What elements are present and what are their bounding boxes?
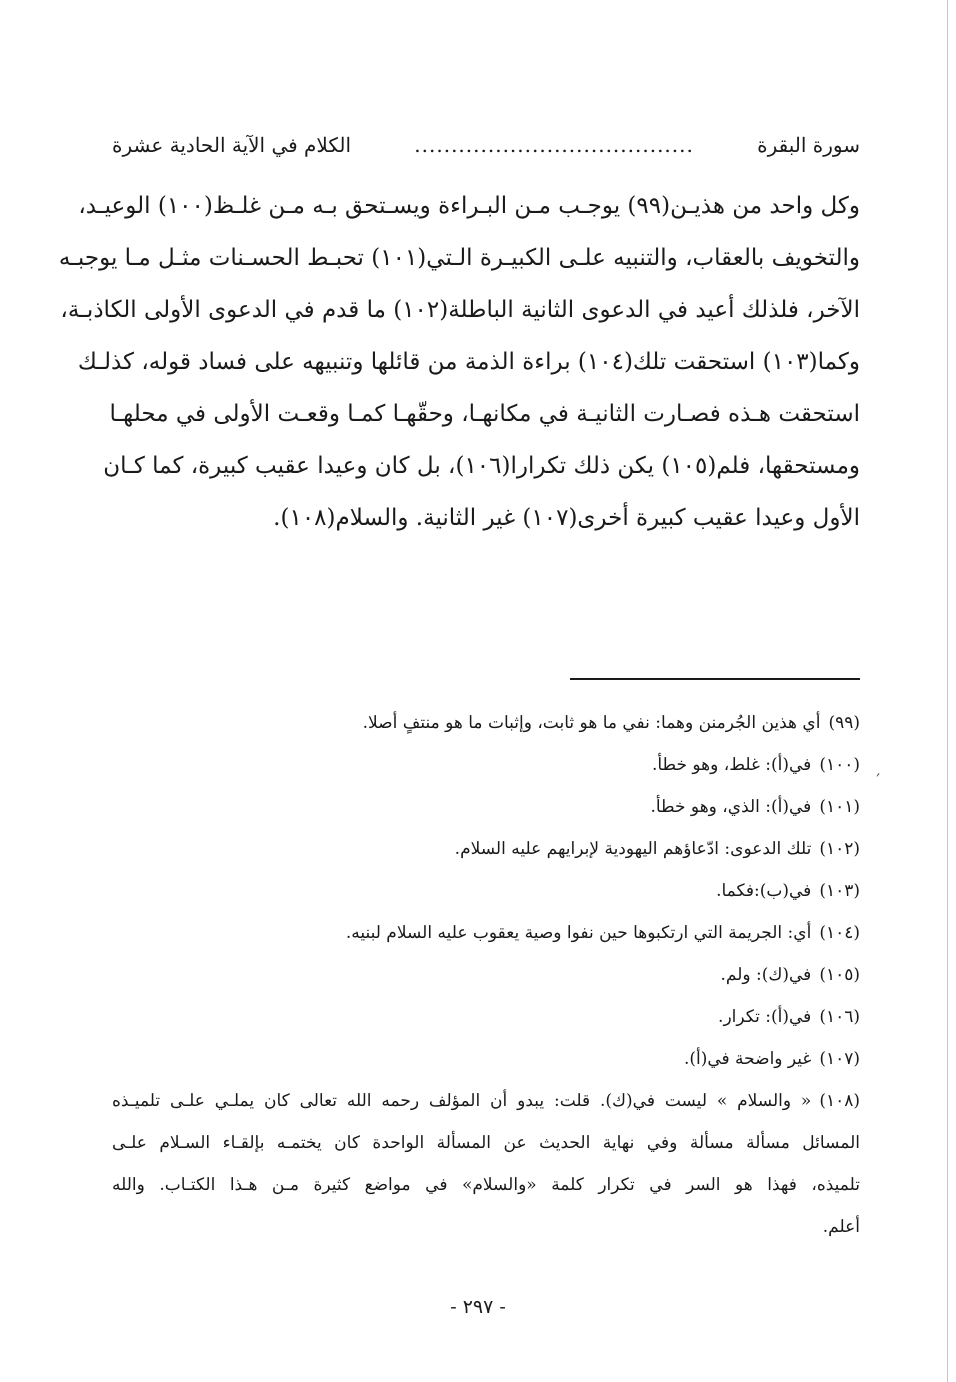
footnote-number: (١٠٢) xyxy=(819,839,860,859)
footnote-text: في(ب):فكما. xyxy=(716,881,812,901)
footnote-100 xyxy=(112,744,860,786)
footnote-separator xyxy=(570,678,860,680)
footnote-102 xyxy=(112,828,860,870)
footnote-number: (٩٩) xyxy=(828,713,860,733)
footnote-text: في(أ): الذي، وهو خطأ. xyxy=(650,797,812,817)
footnote-108-line: أعلم. xyxy=(822,1217,860,1237)
footnote-text: أي: الجريمة التي ارتكبوها حين نفوا وصية يعقوب عليه السلام لبنيه. xyxy=(345,923,812,943)
body-line: الآخر، فلذلك أعيد في الدعوى الثانية الباطلة(١٠٢) ما قدم في الدعوى الأولى الكاذبـة، xyxy=(60,297,860,323)
footnote-text: في(أ): غلط، وهو خطأ. xyxy=(651,755,812,775)
footnote-text: في(أ): تكرار. xyxy=(718,1007,812,1027)
footnote-number: (١٠٠) xyxy=(819,755,860,775)
footnote-101 xyxy=(112,786,860,828)
body-line: استحقت هـذه فصـارت الثانيـة في مكانهـا، وحقّهـا كمـا وقعـت الأولى في محلهـا xyxy=(109,401,860,427)
header-section: الكلام في الآية الحادية عشرة xyxy=(112,133,352,157)
footnote-text: تلك الدعوى: ادّعاؤهم اليهودية لإبرايهم عليه السلام. xyxy=(454,839,812,859)
body-line: والتخويف بالعقاب، والتنبيه علـى الكبيـرة الـتي(١٠١) تحبـط الحسـنات مثـل مـا يوجبـه xyxy=(58,245,860,271)
margin-tick-mark: ′ xyxy=(876,770,880,789)
footnote-number: (١٠٧) xyxy=(819,1049,860,1069)
body-line: ومستحقها، فلم(١٠٥) يكن ذلك تكرارا(١٠٦)، بل كان وعيدا عقيب كبيرة، كما كـان xyxy=(103,453,860,479)
footnote-text: أي هذين الجُرمنن وهما: نفي ما هو ثابت، وإثبات ما هو منتفٍ أصلا. xyxy=(362,713,821,733)
body-line: الأول وعيدا عقيب كبيرة أخرى(١٠٧) غير الثانية. والسلام(١٠٨). xyxy=(273,505,860,531)
footnote-106 xyxy=(112,996,860,1038)
footnote-text: غير واضحة في(أ). xyxy=(683,1049,812,1069)
footnote-number: (١٠٤) xyxy=(819,923,860,943)
footnote-number: (١٠٣) xyxy=(819,881,860,901)
footnote-text: في(ك): ولم. xyxy=(720,965,812,985)
body-line: وكما(١٠٣) استحقت تلك(١٠٤) براءة الذمة من قائلها وتنبيهه على فساد قوله، كذلـك xyxy=(77,349,860,375)
footnote-99 xyxy=(112,702,860,744)
body-line: وكل واحد من هذيـن(٩٩) يوجـب مـن البـراءة ويسـتحق بـه مـن غلـظ(١٠٠) الوعيـد، xyxy=(78,193,860,219)
footnote-108-line: تلميذه، فهذا هو السر في تكرار كلمة «والسلام» في مواضع كثيرة مـن هـذا الكتـاب. والله xyxy=(112,1175,860,1195)
page-number: - ٢٩٧ - xyxy=(450,1296,506,1318)
header-dot-leader: ...................................... xyxy=(414,133,694,157)
footnote-105 xyxy=(112,954,860,996)
header-surah: سورة البقرة xyxy=(757,133,860,157)
footnote-108-line: المسائل مسألة مسألة وفي نهاية الحديث عن المسألة الواحدة كان يختمـه بإلقـاء السـلام علـى xyxy=(112,1133,860,1153)
footnote-103 xyxy=(112,870,860,912)
footnote-number: (١٠١) xyxy=(819,797,860,817)
footnote-number: (١٠٨) xyxy=(819,1091,860,1111)
footnotes xyxy=(112,702,860,1248)
footnote-text: « والسلام » ليست في(ك). قلت: يبدو أن المؤلف رحمه الله تعالى كان يملـي علـى تلميـذه xyxy=(112,1091,812,1111)
scan-edge-line xyxy=(947,0,948,1382)
footnote-number: (١٠٦) xyxy=(819,1007,860,1027)
running-header xyxy=(112,128,860,162)
main-text xyxy=(58,180,860,544)
footnote-107 xyxy=(112,1038,860,1080)
footnote-104 xyxy=(112,912,860,954)
footnote-108-line xyxy=(112,1080,860,1122)
footnote-number: (١٠٥) xyxy=(819,965,860,985)
